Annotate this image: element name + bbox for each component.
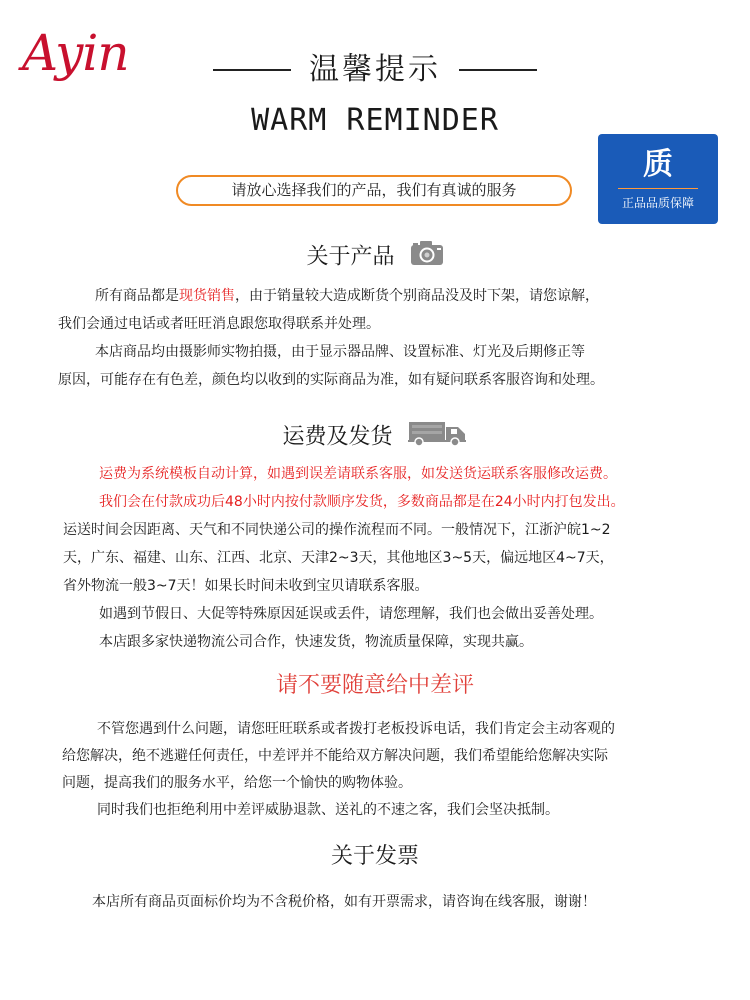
shipping-line-3: 运送时间会因距离、天气和不同快递公司的操作流程而不同。一般情况下，江浙沪皖1~2 — [63, 522, 611, 538]
review-line-1: 不管您遇到什么问题，请您旺旺联系或者拨打老板投诉电话，我们肯定会主动客观的 — [97, 721, 615, 737]
tagline-pill: 请放心选择我们的产品，我们有真诚的服务 — [176, 175, 572, 206]
review-line-2: 给您解决，绝不逃避任何责任，中差评并不能给双方解决问题，我们希望能给您解决实际 — [62, 748, 608, 764]
highlight-in-stock: 现货销售 — [179, 288, 235, 304]
shipping-line-4: 天，广东、福建、山东、江西、北京、天津2~3天，其他地区3~5天，偏远地区4~7天， — [63, 550, 614, 566]
product-para-1: 所有商品都是现货销售，由于销量较大造成断货个别商品没及时下架，请您谅解， — [95, 288, 599, 304]
shipping-red-line-2: 我们会在付款成功后48小时内按付款顺序发货，多数商品都是在24小时内打包发出。 — [99, 494, 625, 510]
invoice-line-1: 本店所有商品页面标价均为不含税价格，如有开票需求，请咨询在线客服，谢谢！ — [92, 894, 596, 910]
shipping-heading — [0, 419, 750, 456]
truck-icon — [408, 419, 468, 456]
title-row — [210, 50, 540, 90]
badge-char: 质 — [643, 147, 673, 182]
review-line-3: 问题，提高我们的服务水平，给您一个愉快的购物体验。 — [62, 775, 412, 791]
camera-icon — [410, 240, 444, 275]
page-subtitle: WARM REMINDER — [251, 103, 499, 138]
about-product-heading — [0, 240, 750, 275]
product-para-2-line2: 原因，可能存在有色差，颜色均以收到的实际商品为准，如有疑问联系客服咨询和处理。 — [58, 372, 604, 388]
invoice-heading: 关于发票 — [330, 844, 419, 869]
product-para-2-line1: 本店商品均由摄影师实物拍摄，由于显示器品牌、设置标准、灯光及后期修正等 — [95, 344, 585, 360]
badge-text: 正品品质保障 — [621, 196, 694, 210]
about-product-title: 关于产品 — [306, 244, 395, 270]
quality-badge — [598, 134, 718, 224]
shipping-red-line-1: 运费为系统模板自动计算，如遇到误差请联系客服，如发送货运联系客服修改运费。 — [99, 466, 617, 482]
brand-logo: Ayin — [22, 24, 129, 82]
shipping-line-5: 省外物流一般3~7天！如果长时间未收到宝贝请联系客服。 — [63, 578, 429, 594]
shipping-line-6: 如遇到节假日、大促等特殊原因延误或丢件，请您理解，我们也会做出妥善处理。 — [99, 606, 603, 622]
review-line-4: 同时我们也拒绝利用中差评威胁退款、送礼的不速之客，我们会坚决抵制。 — [97, 802, 559, 818]
title-right-rule — [459, 69, 537, 71]
shipping-title: 运费及发货 — [282, 424, 393, 450]
shipping-line-7: 本店跟多家快递物流公司合作，快速发货，物流质量保障，实现共赢。 — [99, 634, 533, 650]
product-para-1-line2: 我们会通过电话或者旺旺消息跟您取得联系并处理。 — [58, 316, 380, 332]
badge-divider — [618, 188, 698, 189]
review-heading: 请不要随意给中差评 — [275, 673, 474, 698]
title-left-rule — [213, 69, 291, 71]
page-title: 温馨提示 — [309, 52, 441, 87]
